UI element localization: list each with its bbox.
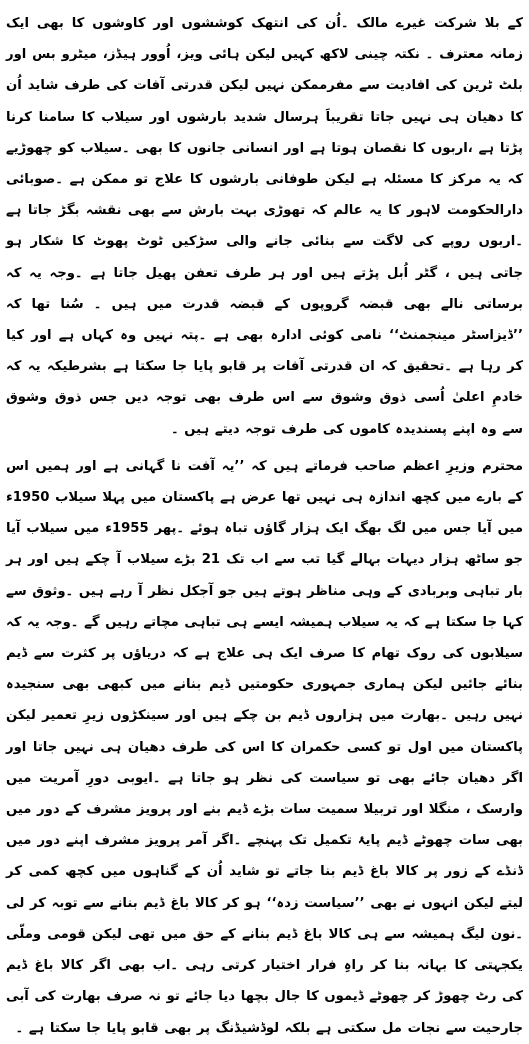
article-paragraph: کے بلا شرکت غیرے مالک ۔اُن کی انتھک کوششوں اور کاوشوں کا بھی ایک زمانہ معترف ۔ نکتہ چینی لاکھ کہیں لیکن ہائی ویز، اُوور ہیڈز، میٹرو بس اور بلٹ ٹرین کی افادیت سے مفرممکن نہیں لیکن قدرتی آفات کی طرف شاید اُن کا دھیان ہی نہیں جاتا تقریباََ ہرسال شدید بارشوں اور سیلاب کا سامنا کرنا پڑتا ہے ،اربوں کا نقصان ہوتا ہے اور انسانی جانوں کا بھی ۔سیلاب کو چھوڑیے کہ یہ مرکز کا مسئلہ ہے لیکن طوفانی بارشوں کا علاج تو ممکن ہے ۔صوبائی دارالحکومت لاہور کا یہ عالم کہ تھوڑی بہت بارش سے بھی نقشہ بگڑ جاتا ہے ۔اربوں روپے کی لاگت سے بنائی جانے والی سڑکیں ٹوٹ پھوٹ کا شکار ہو جاتی ہیں ، گٹر اُبل پڑتے ہیں اور ہر طرف تعفن پھیل جاتا ہے ۔وجہ یہ کہ برساتی نالے بھی قبضہ گروپوں کے قبضہ قدرت میں ہیں ۔ سُنا تھا کہ ’’ڈیزاسٹر مینجمنٹ‘‘ نامی کوئی ادارہ بھی ہے ۔پتہ نہیں وہ کہاں ہے اور کیا کر رہا ہے ۔تحقیق کہ ان قدرتی آفات پر قابو پایا جا سکتا ہے بشرطیکہ یہ کہ خادمِ اعلیٰ اُسی ذوق وشوق سے اس طرف بھی توجہ دیں جس ذوق وشوق سے وہ اپنے پسندیدہ کاموں کی طرف توجہ دیتے ہیں ۔ — [6, 16, 523, 437]
article-body — [6, 8, 523, 1036]
article-paragraph: محترم وزیرِ اعظم صاحب فرماتے ہیں کہ ’’یہ آفت نا گہانی ہے اور ہمیں اس کے بارے میں کچھ اندازہ ہی نہیں تھا عرض ہے پاکستان میں پہلا سیلاب 1950ء میں آیا جس میں لگ بھگ ایک ہزار گاؤں تباہ ہوئے ۔پھر 1955ء میں سیلاب آیا جو ساٹھ ہزار دیہات بہالے گیا تب سے اب تک 21 بڑے سیلاب آ چکے ہیں اور ہر بار تباہی وبربادی کے وہی مناظر ہوتے ہیں جو آجکل نظر آ رہے ہیں ۔وثوق سے کہا جا سکتا ہے کہ یہ سیلاب ہمیشہ ایسے ہی تباہی مچاتے رہیں گے ۔وجہ یہ کہ سیلابوں کی روک تھام کا صرف ایک ہی علاج ہے کہ دریاؤں پر کثرت سے ڈیم بنائے جائیں لیکن ہماری جمہوری حکومتیں ڈیم بنانے میں کبھی بھی سنجیدہ نہیں رہیں ۔بھارت میں ہزاروں ڈیم بن چکے ہیں اور سینکڑوں زیرِ تعمیر لیکن پاکستان میں اول تو کسی حکمران کا اس کی طرف دھیان ہی نہیں جاتا اور اگر دھیان جائے بھی تو سیاست کی نظر ہو جاتا ہے ۔ایوبی دورِ آمریت میں وارسک ، منگلا اور تربیلا سمیت سات بڑے ڈیم بنے اور پرویز مشرف کے دور میں بھی سات چھوٹے ڈیم پایۂ تکمیل تک پہنچے ۔اگر آمر پرویز مشرف اپنے دور میں ڈنڈے کے زور پر کالا باغ ڈیم بنا جاتے تو شاید اُن کے گناہوں میں کچھ کمی کر لیتے لیکن انہوں نے بھی ’’سیاست زدہ‘‘ ہو کر کالا باغ ڈیم بنانے سے توبہ کر لی ۔نون لیگ ہمیشہ سے ہی کالا باغ ڈیم بنانے کے حق میں تھی لیکن قومی وملّی یکجہتی کا بہانہ بنا کر راہِ فرار اختیار کرتی رہی ۔اب بھی اگر کالا باغ ڈیم کی رٹ چھوڑ کر چھوٹے ڈیموں کا جال بچھا دیا جائے تو نہ صرف بھارت کی آبی جارحیت سے نجات مل سکتی ہے بلکہ لوڈشیڈنگ پر بھی قابو پایا جا سکتا ہے ۔ — [6, 458, 523, 1036]
